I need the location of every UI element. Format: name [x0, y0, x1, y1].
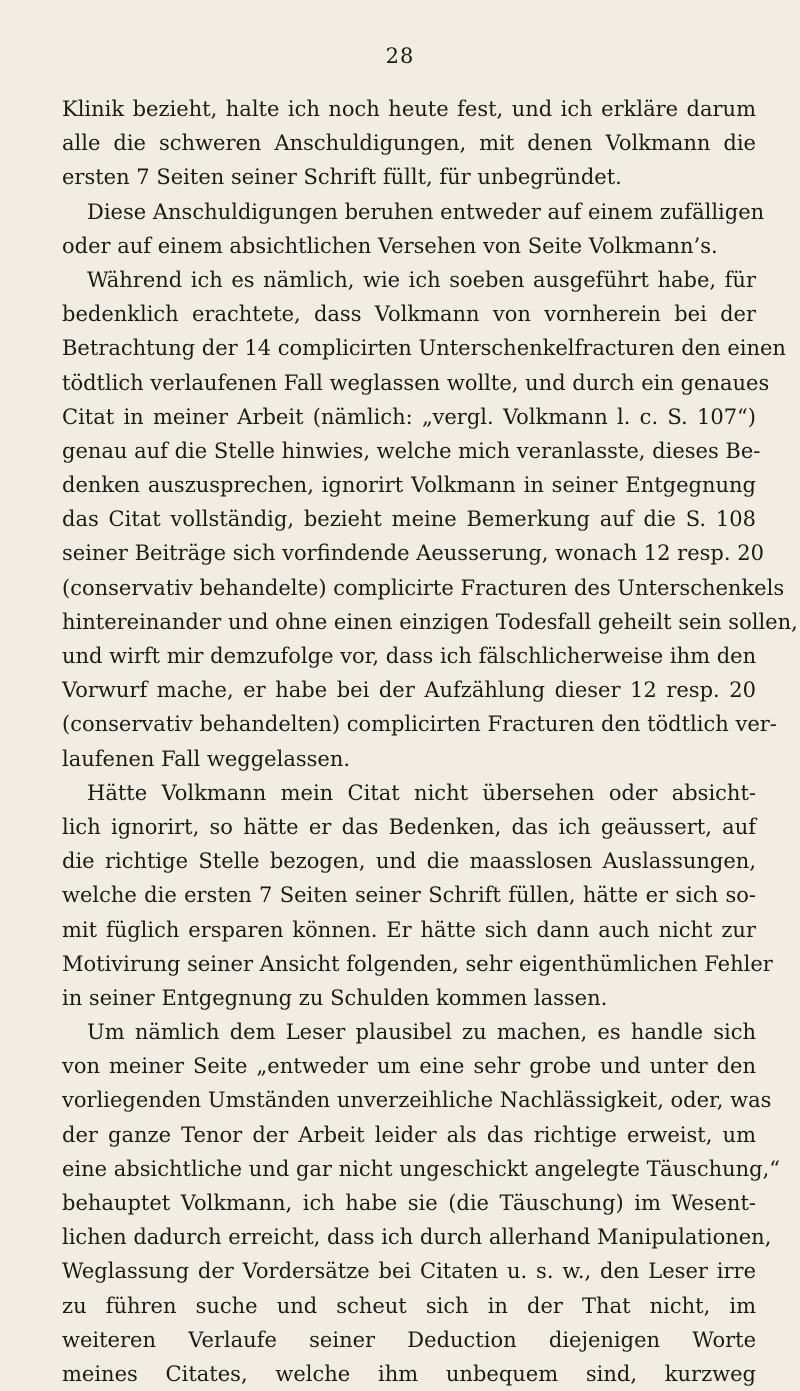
text-line: seiner Beiträge sich vorfindende Aeusserung, wonach 12 resp. 20: [62, 541, 764, 566]
text-line: ersten 7 Seiten seiner Schrift füllt, für unbegründet.: [62, 165, 622, 190]
text-line: (conservativ behandelte) complicirte Fracturen des Unterschenkels: [62, 575, 785, 600]
text-line: vorliegenden Umständen unverzeihliche Nachlässigkeit, oder, was: [62, 1088, 772, 1113]
page-number: 28: [385, 44, 415, 68]
text-line: Klinik bezieht, halte ich noch heute fest, und ich erkläre darum: [62, 97, 756, 121]
text-line: alle die schweren Anschuldigungen, mit denen Volkmann die: [62, 131, 756, 156]
text-line: tödtlich verlaufenen Fall weglassen wollte, und durch ein genaues: [62, 370, 770, 395]
text-line: Während ich es nämlich, wie ich soeben ausgeführt habe, für: [87, 267, 756, 292]
text-line: Motivirung seiner Ansicht folgenden, sehr eigenthümlichen Fehler: [62, 951, 773, 976]
text-line: Citat in meiner Arbeit (nämlich: „vergl. Volkmann l. c. S. 107“): [62, 404, 756, 429]
text-line: der ganze Tenor der Arbeit leider als das richtige erweist, um: [62, 1122, 756, 1147]
text-line: bedenklich erachtete, dass Volkmann von vornherein bei der: [62, 302, 756, 327]
text-line: (conservativ behandelten) complicirten Fracturen den tödtlich ver-: [62, 712, 777, 737]
text-line: in seiner Entgegnung zu Schulden kommen lassen.: [62, 985, 608, 1010]
text-line: Diese Anschuldigungen beruhen entweder auf einem zufälligen: [87, 199, 765, 224]
text-line: mit füglich ersparen können. Er hätte sich dann auch nicht zur: [62, 917, 756, 942]
text-line: eine absichtliche und gar nicht ungeschickt angelegte Täuschung,“: [62, 1156, 781, 1181]
text-line: Betrachtung der 14 complicirten Unterschenkelfracturen den einen: [62, 336, 786, 361]
text-line: lichen dadurch erreicht, dass ich durch allerhand Manipulationen,: [62, 1225, 772, 1250]
text-line: von meiner Seite „entweder um eine sehr grobe und unter den: [62, 1054, 756, 1079]
text-line: behauptet Volkmann, ich habe sie (die Täuschung) im Wesent-: [62, 1191, 756, 1215]
text-line: Hätte Volkmann mein Citat nicht übersehen oder absicht-: [87, 780, 756, 805]
text-line: zu führen suche und scheut sich in der That nicht, im: [62, 1293, 756, 1318]
text-line: hintereinander und ohne einen einzigen Todesfall geheilt sein sollen,: [62, 609, 798, 634]
text-line: weiteren Verlaufe seiner Deduction diejenigen Worte: [62, 1327, 756, 1352]
text-line: welche die ersten 7 Seiten seiner Schrift füllen, hätte er sich so-: [62, 883, 756, 908]
body-text: [62, 92, 798, 1391]
text-line: Um nämlich dem Leser plausibel zu machen, es handle sich: [87, 1020, 756, 1045]
text-line: Weglassung der Vordersätze bei Citaten u. s. w., den Leser irre: [62, 1259, 756, 1284]
text-line: lich ignorirt, so hätte er das Bedenken, das ich geäussert, auf: [62, 814, 756, 839]
text-line: und wirft mir demzufolge vor, dass ich fälschlicherweise ihm den: [62, 644, 757, 668]
text-line: oder auf einem absichtlichen Versehen von Seite Volkmann’s.: [62, 233, 718, 258]
text-line: denken auszusprechen, ignorirt Volkmann in seiner Entgegnung: [62, 473, 756, 498]
text-line: genau auf die Stelle hinwies, welche mich veranlasste, dieses Be-: [62, 438, 761, 463]
text-line: laufenen Fall weggelassen.: [62, 746, 351, 771]
text-line: meines Citates, welche ihm unbequem sind, kurzweg: [62, 1361, 756, 1386]
text-line: Vorwurf mache, er habe bei der Aufzählung dieser 12 resp. 20: [62, 678, 756, 703]
text-line: das Citat vollständig, bezieht meine Bemerkung auf die S. 108: [62, 507, 756, 532]
text-line: die richtige Stelle bezogen, und die maasslosen Auslassungen,: [62, 849, 756, 874]
